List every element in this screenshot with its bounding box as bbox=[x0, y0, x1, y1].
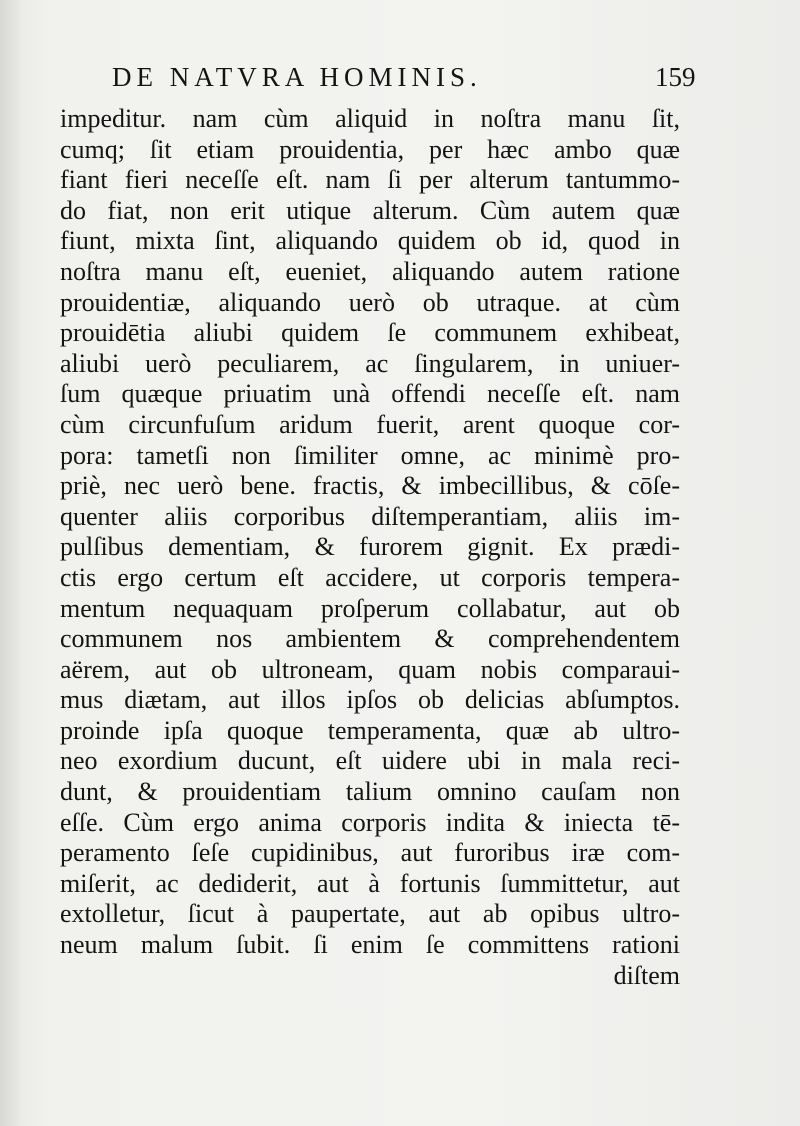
text-line: do fiat, non erit utique alterum. Cùm autem quæ bbox=[60, 195, 680, 225]
running-head: DE NATVRA HOMINIS. bbox=[112, 62, 482, 92]
text-line: prouidentiæ, aliquando uerò ob utraque. at cùm bbox=[60, 287, 680, 317]
text-line: prouidētia aliubi quidem ſe communem exhibeat, bbox=[60, 318, 680, 348]
text-line: cumq; ſit etiam prouidentia, per hæc ambo quæ bbox=[60, 134, 680, 164]
text-line: aliubi uerò peculiarem, ac ſingularem, in uniuer- bbox=[60, 348, 680, 378]
text-line: extolletur, ſicut à paupertate, aut ab opibus ultro- bbox=[60, 899, 680, 929]
body-text bbox=[60, 104, 680, 991]
text-line: dunt, & prouidentiam talium omnino cauſam non bbox=[60, 777, 680, 807]
text-line: aërem, aut ob ultroneam, quam nobis comparaui- bbox=[60, 654, 680, 684]
text-line: communem nos ambientem & comprehendentem bbox=[60, 624, 680, 654]
text-line: ctis ergo certum eſt accidere, ut corporis tempera- bbox=[60, 562, 680, 592]
text-line: proinde ipſa quoque temperamenta, quæ ab ultro- bbox=[60, 715, 680, 745]
text-line: peramento ſeſe cupidinibus, aut furoribus iræ com- bbox=[60, 838, 680, 868]
text-line: noſtra manu eſt, eueniet, aliquando autem ratione bbox=[60, 256, 680, 286]
text-line: priè, nec uerò bene. fractis, & imbecillibus, & cōſe- bbox=[60, 471, 680, 501]
text-line: pora: tametſi non ſimiliter omne, ac minimè pro- bbox=[60, 440, 680, 470]
text-line: mus diætam, aut illos ipſos ob delicias abſumptos. bbox=[60, 685, 680, 715]
text-line: fiunt, mixta ſint, aliquando quidem ob id, quod in bbox=[60, 226, 680, 256]
text-line: neo exordium ducunt, eſt uidere ubi in mala reci- bbox=[60, 746, 680, 776]
catchword: diſtem bbox=[613, 960, 680, 990]
text-line: pulſibus dementiam, & furorem gignit. Ex prædi- bbox=[60, 532, 680, 562]
text-line: fiant fieri neceſſe eſt. nam ſi per alterum tantummo- bbox=[60, 165, 680, 195]
text-line: miſerit, ac dediderit, aut à fortunis ſummittetur, aut bbox=[60, 868, 680, 898]
text-line: quenter aliis corporibus diſtemperantiam, aliis im- bbox=[60, 501, 680, 531]
text-line: mentum nequaquam proſperum collabatur, aut ob bbox=[60, 593, 680, 623]
text-line: ſum quæque priuatim unà offendi neceſſe eſt. nam bbox=[60, 379, 680, 409]
text-line: eſſe. Cùm ergo anima corporis indita & iniecta tē- bbox=[60, 807, 680, 837]
text-line: impeditur. nam cùm aliquid in noſtra manu ſit, bbox=[60, 104, 680, 133]
text-line: neum malum ſubit. ſi enim ſe committens rationi bbox=[60, 930, 680, 960]
page-number: 159 bbox=[655, 62, 696, 92]
text-line: cùm circunfuſum aridum fuerit, arent quoque cor- bbox=[60, 409, 680, 439]
